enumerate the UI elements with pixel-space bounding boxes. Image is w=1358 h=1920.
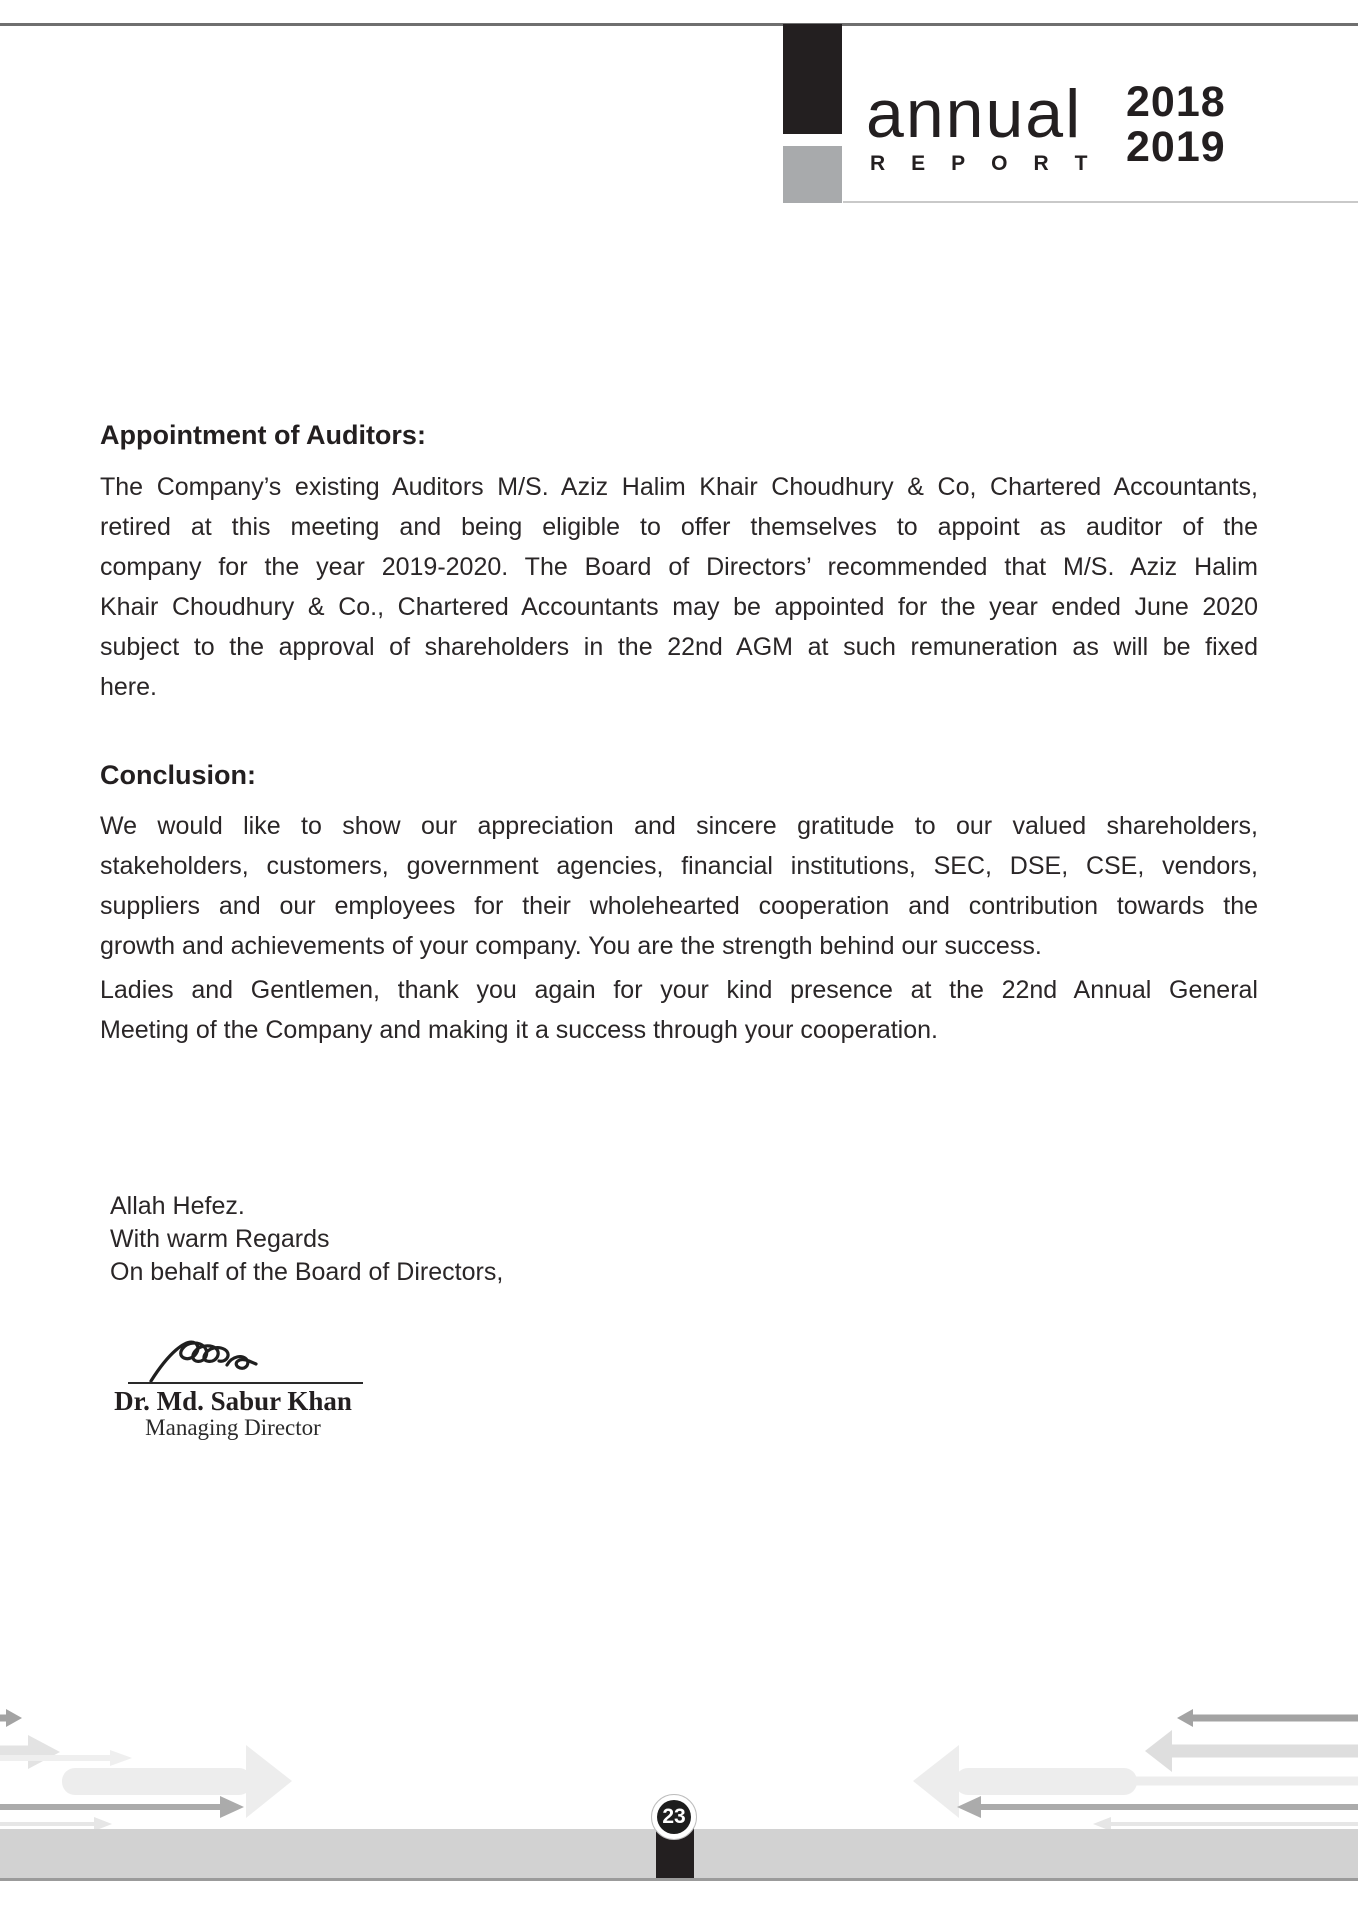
- brand-years: [1126, 80, 1226, 170]
- closing-line: Allah Hefez.: [110, 1192, 245, 1220]
- paragraph-line: subject to the approval of shareholders in the 22nd AGM at such remuneration as will be fixed: [100, 633, 1258, 661]
- conclusion-paragraph-2: [100, 970, 1258, 1050]
- signatory-title: Managing Director: [145, 1415, 321, 1440]
- paragraph-line: retired at this meeting and being eligible to offer themselves to appoint as auditor of the: [100, 513, 1258, 541]
- brand-word-report: REPORT: [870, 152, 1114, 175]
- brand-word-annual: annual: [866, 76, 1083, 152]
- footer-arrows-left-icon: [0, 1685, 300, 1830]
- paragraph-line: Ladies and Gentlemen, thank you again for your kind presence at the 22nd Annual General: [100, 976, 1258, 1004]
- closing-line: On behalf of the Board of Directors,: [110, 1258, 504, 1286]
- paragraph-line: company for the year 2019-2020. The Board of Directors’ recommended that M/S. Aziz Halim: [100, 553, 1258, 581]
- appointment-heading: Appointment of Auditors:: [100, 420, 426, 450]
- signature-scribble-icon: [148, 1334, 278, 1386]
- paragraph-line: Meeting of the Company and making it a success through your cooperation.: [100, 1016, 938, 1044]
- logo-gray-block: [783, 146, 842, 203]
- paragraph-line: suppliers and our employees for their wholehearted cooperation and contribution towards the: [100, 892, 1258, 920]
- logo-black-block: [783, 24, 842, 134]
- closing-salutation: [110, 1190, 503, 1289]
- signature-rule: [128, 1382, 363, 1384]
- appointment-paragraph: [100, 467, 1258, 707]
- signatory-name: Dr. Md. Sabur Khan: [114, 1386, 352, 1416]
- signatory-block: [98, 1387, 368, 1441]
- footer-arrows-right-icon: [900, 1685, 1358, 1830]
- paragraph-line: stakeholders, customers, government agencies, financial institutions, SEC, DSE, CSE, vendors,: [100, 852, 1258, 880]
- closing-line: With warm Regards: [110, 1225, 330, 1253]
- paragraph-line: Khair Choudhury & Co., Chartered Accountants may be appointed for the year ended June 2020: [100, 593, 1258, 621]
- logo-underline: [843, 201, 1358, 203]
- paragraph-line: We would like to show our appreciation and sincere gratitude to our valued shareholders,: [100, 812, 1258, 840]
- page-number-badge: 23: [657, 1800, 691, 1834]
- conclusion-paragraph-1: [100, 806, 1258, 966]
- brand-year-top: 2018: [1126, 78, 1226, 126]
- top-rule: [0, 23, 1358, 26]
- paragraph-line: growth and achievements of your company. You are the strength behind our success.: [100, 932, 1042, 960]
- paragraph-line: here.: [100, 673, 157, 701]
- paragraph-line: The Company’s existing Auditors M/S. Aziz Halim Khair Choudhury & Co, Chartered Accountants,: [100, 473, 1258, 501]
- brand-year-bottom: 2019: [1126, 123, 1226, 171]
- conclusion-heading: Conclusion:: [100, 760, 256, 790]
